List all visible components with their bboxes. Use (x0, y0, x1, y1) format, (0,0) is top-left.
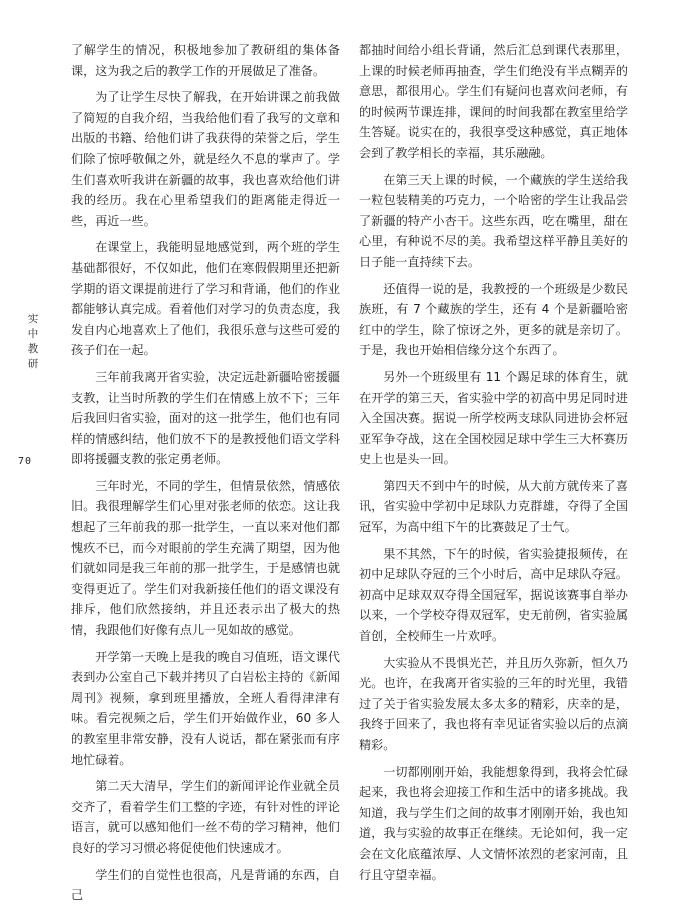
right-column (359, 40, 628, 891)
paragraph: 另外一个班级里有 11 个踢足球的体育生，就在开学的第三天，省实验中学的初高中男足同时进入全国决赛。据说一所学校两支球队同进协会杯冠亚军争夺战，这在全国校园足球中学生三大杯赛历史上也是头一回。 (359, 369, 628, 467)
paragraph: 学生们的自觉性也很高，凡是背诵的东西，自己 (71, 867, 340, 903)
paragraph: 为了让学生尽快了解我，在开始讲课之前我做了简短的自我介绍，当我给他们看了我写的文章和出版的书籍、给他们讲了我获得的荣誉之后，学生们除了惊呼敬佩之外，就是经久不息的掌声了。学生们喜欢听我讲在新疆的故事，我也喜欢给他们讲我的经历。我在心里希望我们的距离能走得近一些，再近一些。 (71, 90, 340, 228)
paragraph: 了解学生的情况，积极地参加了教研组的集体备课，这为我之后的教学工作的开展做足了准备。 (71, 43, 340, 78)
paragraph: 都抽时间给小组长背诵，然后汇总到课代表那里，上课的时候老师再抽查，学生们绝没有半点糊弄的意思，都很用心。学生们有疑问也喜欢问老师，有的时候两节课连排，课间的时间我都在教室里给学生答疑。说实在的，我很享受这种感觉，真正地体会到了教学相长的幸福，其乐融融。 (359, 43, 628, 160)
paragraph: 还值得一说的是，我教授的一个班级是少数民族班，有 7 个藏族的学生，还有 4 个是新疆哈密红中的学生，除了惊讶之外，更多的就是亲切了。于是，我也开始相信缘分这个东西了。 (359, 281, 628, 358)
paragraph: 一切都刚刚开始，我能想象得到，我将会忙碌起来，我也将会迎接工作和生活中的诸多挑战。我知道，我与学生们之间的故事才刚刚开始，我也知道，我与实验的故事正在继续。无论如何，我一定会在文化底蕴浓厚、人文情怀浓烈的老家河南，且行且守望幸福。 (359, 764, 628, 882)
section-label-char: 教 (27, 343, 39, 355)
paragraph: 果不其然，下午的时候，省实验捷报频传，在初中足球队夺冠的三个小时后，高中足球队夺冠。初高中足球双双夺得全国冠军，据说该赛事自举办以来，一个学校夺得双冠军，史无前例，省实验属首创，全校师生一片欢呼。 (359, 546, 628, 644)
section-label (26, 312, 40, 372)
paragraph: 在第三天上课的时候，一个藏族的学生送给我一粒包装精美的巧克力，一个哈密的学生让我品尝了新疆的特产小杏干。这些东西，吃在嘴里，甜在心里，有种说不尽的美。我希望这样平静且美好的日子能一直持续下去。 (359, 172, 628, 269)
section-label-char: 实 (27, 313, 39, 325)
paragraph: 大实验从不畏惧光芒，并且历久弥新，恒久乃光。也许，在我离开省实验的三年的时光里，我错过了关于省实验发展太多太多的精彩，庆幸的是，我终于回来了，我也将有幸见证省实验以后的点滴精彩。 (359, 655, 628, 752)
paragraph: 第二天大清早，学生们的新闻评论作业就全员交齐了，看着学生们工整的字迹，有针对性的评论语言，就可以感知他们一丝不苟的学习精神，他们良好的学习习惯必将促使他们快速成才。 (71, 779, 340, 855)
paragraph: 第四天不到中午的时候，从大前方就传来了喜讯，省实验中学初中足球队力克群雄，夺得了全国冠军，为高中组下午的比赛鼓足了士气。 (359, 478, 628, 535)
paragraph: 在课堂上，我能明显地感觉到，两个班的学生基础都很好，不仅如此，他们在寒假假期里还把新学期的语文课提前进行了学习和背诵，他们的作业都能够认真完成。看着他们对学习的负责态度，我发自内心地喜欢上了他们，我很乐意与这些可爱的孩子们在一起。 (71, 240, 340, 358)
paragraph: 三年前我离开省实验，决定远赴新疆哈密援疆支教，让当时所教的学生们在情感上放不下；三年后我回归省实验，面对的这一批学生，他们也有同样的情感纠结，他们放不下的是教授他们语文学科即将援疆支教的张定勇老师。 (71, 369, 340, 467)
paragraph: 三年时光，不同的学生，但情景依然，情感依旧。我很理解学生们心里对张老师的依恋。这让我想起了三年前我的那一批学生，一直以来对他们都愧疚不已，而今对眼前的学生充满了期望，因为他们就如同是我三年前的那一批学生，于是感情也就变得更近了。学生们对我新接任他们的语文课没有排斥，他们欣然接纳，并且还表示出了极大的热情，我跟他们好像有点儿一见如故的感觉。 (71, 478, 340, 638)
paragraph: 开学第一天晚上是我的晚自习值班，语文课代表到办公室自己下载并拷贝了白岩松主持的《新闻周刊》视频，拿到班里播放，全班人看得津津有味。看完视频之后，学生们开始做作业，60 多人的教室里非常安静，没有人说话，都在紧张而有序地忙碌着。 (71, 649, 340, 767)
page-number: 70 (18, 456, 33, 467)
section-label-char: 中 (27, 328, 39, 340)
section-label-char: 研 (27, 358, 39, 370)
left-column (71, 40, 340, 912)
